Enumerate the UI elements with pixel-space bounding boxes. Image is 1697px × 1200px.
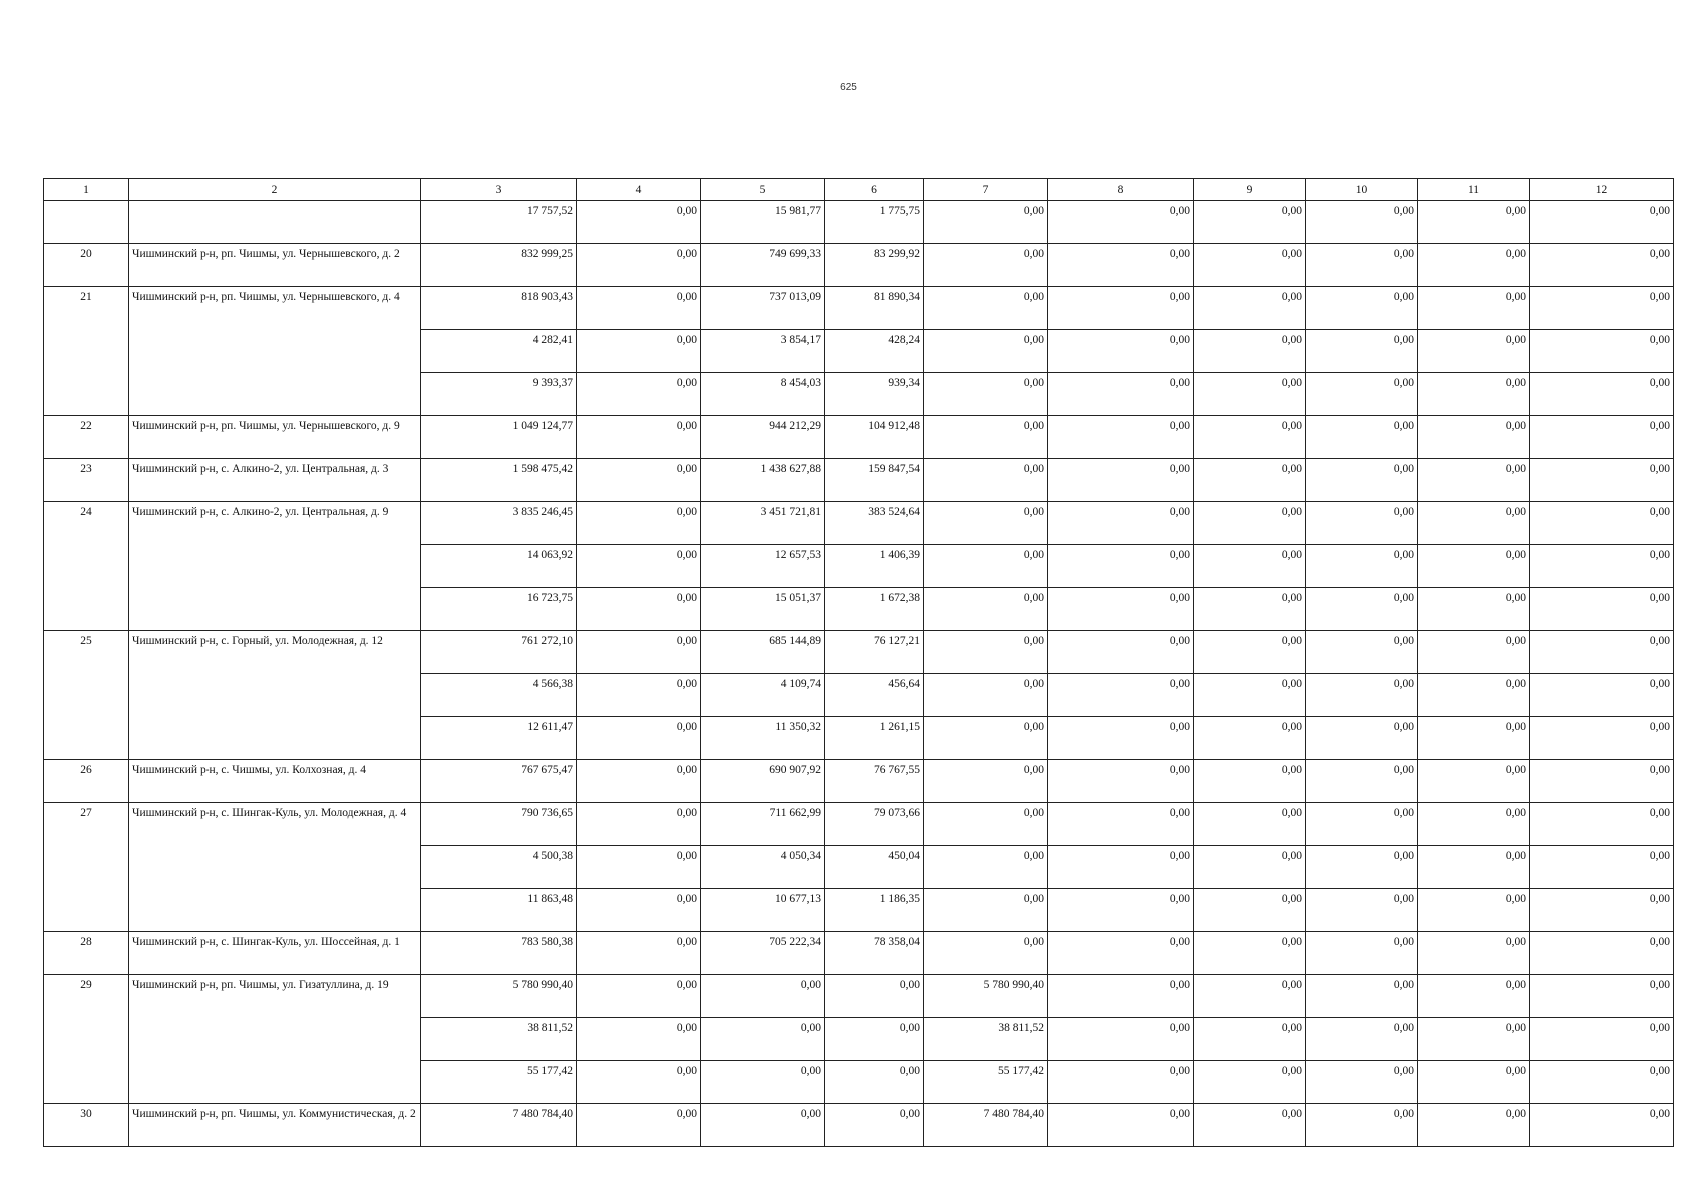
amount-cell-col-4: 0,00	[577, 975, 701, 1018]
amount-cell-col-9: 0,00	[1194, 975, 1306, 1018]
amount-cell-col-5: 8 454,03	[701, 373, 825, 416]
amount-cell-col-11: 0,00	[1418, 803, 1530, 846]
header-row	[44, 179, 1674, 201]
amount-cell-col-6: 0,00	[825, 1061, 924, 1104]
amount-cell-col-5: 0,00	[701, 1061, 825, 1104]
amount-cell-col-7: 0,00	[924, 760, 1048, 803]
amount-cell-col-11: 0,00	[1418, 330, 1530, 373]
amount-cell-col-7: 0,00	[924, 201, 1048, 244]
amount-cell-col-8: 0,00	[1048, 975, 1194, 1018]
table-row	[44, 631, 1674, 674]
column-header: 9	[1194, 179, 1306, 201]
amount-cell-col-7: 0,00	[924, 416, 1048, 459]
amount-cell-col-7: 0,00	[924, 459, 1048, 502]
amount-cell-col-5: 1 438 627,88	[701, 459, 825, 502]
amount-cell-col-10: 0,00	[1306, 502, 1418, 545]
amount-cell-col-11: 0,00	[1418, 1018, 1530, 1061]
amount-cell-col-9: 0,00	[1194, 846, 1306, 889]
amount-cell-col-8: 0,00	[1048, 201, 1194, 244]
address-cell: Чишминский р-н, рп. Чишмы, ул. Гизатуллина, д. 19	[129, 975, 421, 1104]
amount-cell-col-7: 5 780 990,40	[924, 975, 1048, 1018]
amount-cell-col-7: 0,00	[924, 674, 1048, 717]
amount-cell-col-9: 0,00	[1194, 416, 1306, 459]
amount-cell-col-5: 4 109,74	[701, 674, 825, 717]
row-number-cell: 28	[44, 932, 129, 975]
amount-cell-col-5: 12 657,53	[701, 545, 825, 588]
amount-cell-col-5: 690 907,92	[701, 760, 825, 803]
amount-cell-col-6: 1 186,35	[825, 889, 924, 932]
amount-cell-col-9: 0,00	[1194, 631, 1306, 674]
amount-cell-col-9: 0,00	[1194, 201, 1306, 244]
amount-cell-col-3: 761 272,10	[421, 631, 577, 674]
amount-cell-col-10: 0,00	[1306, 1018, 1418, 1061]
amount-cell-col-5: 0,00	[701, 975, 825, 1018]
amount-cell-col-3: 818 903,43	[421, 287, 577, 330]
table-row	[44, 975, 1674, 1018]
amount-cell-col-12: 0,00	[1530, 588, 1674, 631]
amount-cell-col-4: 0,00	[577, 717, 701, 760]
amount-cell-col-7: 0,00	[924, 330, 1048, 373]
amount-cell-col-6: 79 073,66	[825, 803, 924, 846]
amount-cell-col-3: 783 580,38	[421, 932, 577, 975]
amount-cell-col-6: 1 672,38	[825, 588, 924, 631]
amount-cell-col-12: 0,00	[1530, 1018, 1674, 1061]
amount-cell-col-7: 55 177,42	[924, 1061, 1048, 1104]
amount-cell-col-11: 0,00	[1418, 674, 1530, 717]
amount-cell-col-4: 0,00	[577, 287, 701, 330]
amount-cell-col-12: 0,00	[1530, 846, 1674, 889]
address-cell: Чишминский р-н, с. Шингак-Куль, ул. Молодежная, д. 4	[129, 803, 421, 932]
amount-cell-col-3: 7 480 784,40	[421, 1104, 577, 1147]
amount-cell-col-5: 737 013,09	[701, 287, 825, 330]
amount-cell-col-12: 0,00	[1530, 1061, 1674, 1104]
amount-cell-col-10: 0,00	[1306, 975, 1418, 1018]
amount-cell-col-9: 0,00	[1194, 1018, 1306, 1061]
table-row	[44, 416, 1674, 459]
amount-cell-col-6: 456,64	[825, 674, 924, 717]
amount-cell-col-5: 711 662,99	[701, 803, 825, 846]
amount-cell-col-9: 0,00	[1194, 330, 1306, 373]
amount-cell-col-12: 0,00	[1530, 459, 1674, 502]
amount-cell-col-12: 0,00	[1530, 932, 1674, 975]
amount-cell-col-10: 0,00	[1306, 244, 1418, 287]
row-number-cell: 20	[44, 244, 129, 287]
row-number-cell: 25	[44, 631, 129, 760]
column-header: 11	[1418, 179, 1530, 201]
amount-cell-col-8: 0,00	[1048, 416, 1194, 459]
amount-cell-col-7: 0,00	[924, 932, 1048, 975]
amount-cell-col-4: 0,00	[577, 1104, 701, 1147]
amount-cell-col-9: 0,00	[1194, 1104, 1306, 1147]
amount-cell-col-3: 38 811,52	[421, 1018, 577, 1061]
address-cell	[129, 201, 421, 244]
amount-cell-col-12: 0,00	[1530, 631, 1674, 674]
amount-cell-col-12: 0,00	[1530, 244, 1674, 287]
amount-cell-col-11: 0,00	[1418, 373, 1530, 416]
amount-cell-col-5: 0,00	[701, 1018, 825, 1061]
amount-cell-col-11: 0,00	[1418, 846, 1530, 889]
amount-cell-col-9: 0,00	[1194, 717, 1306, 760]
amount-cell-col-9: 0,00	[1194, 803, 1306, 846]
row-number-cell: 22	[44, 416, 129, 459]
amount-cell-col-4: 0,00	[577, 1061, 701, 1104]
amount-cell-col-6: 450,04	[825, 846, 924, 889]
amount-cell-col-7: 0,00	[924, 373, 1048, 416]
amount-cell-col-11: 0,00	[1418, 889, 1530, 932]
address-cell: Чишминский р-н, с. Чишмы, ул. Колхозная, д. 4	[129, 760, 421, 803]
amount-cell-col-5: 15 981,77	[701, 201, 825, 244]
amount-cell-col-8: 0,00	[1048, 932, 1194, 975]
amount-cell-col-4: 0,00	[577, 330, 701, 373]
amount-cell-col-9: 0,00	[1194, 889, 1306, 932]
amount-cell-col-7: 0,00	[924, 545, 1048, 588]
row-number-cell: 30	[44, 1104, 129, 1147]
amount-cell-col-7: 38 811,52	[924, 1018, 1048, 1061]
amount-cell-col-5: 3 451 721,81	[701, 502, 825, 545]
amount-cell-col-8: 0,00	[1048, 674, 1194, 717]
amount-cell-col-3: 3 835 246,45	[421, 502, 577, 545]
amount-cell-col-11: 0,00	[1418, 545, 1530, 588]
amount-cell-col-11: 0,00	[1418, 287, 1530, 330]
amount-cell-col-3: 14 063,92	[421, 545, 577, 588]
amount-cell-col-12: 0,00	[1530, 674, 1674, 717]
amount-cell-col-8: 0,00	[1048, 1018, 1194, 1061]
amount-cell-col-11: 0,00	[1418, 244, 1530, 287]
amount-cell-col-6: 76 767,55	[825, 760, 924, 803]
table-row	[44, 502, 1674, 545]
amount-cell-col-4: 0,00	[577, 631, 701, 674]
address-cell: Чишминский р-н, рп. Чишмы, ул. Чернышевского, д. 9	[129, 416, 421, 459]
amount-cell-col-3: 1 598 475,42	[421, 459, 577, 502]
amount-cell-col-10: 0,00	[1306, 803, 1418, 846]
page-number: 625	[840, 82, 857, 93]
amount-cell-col-9: 0,00	[1194, 244, 1306, 287]
amount-cell-col-4: 0,00	[577, 373, 701, 416]
amount-cell-col-8: 0,00	[1048, 631, 1194, 674]
column-header: 6	[825, 179, 924, 201]
amount-cell-col-8: 0,00	[1048, 760, 1194, 803]
column-header: 10	[1306, 179, 1418, 201]
amount-cell-col-3: 4 500,38	[421, 846, 577, 889]
amount-cell-col-8: 0,00	[1048, 330, 1194, 373]
amount-cell-col-4: 0,00	[577, 1018, 701, 1061]
address-cell: Чишминский р-н, рп. Чишмы, ул. Чернышевского, д. 2	[129, 244, 421, 287]
amount-cell-col-5: 10 677,13	[701, 889, 825, 932]
amount-cell-col-4: 0,00	[577, 932, 701, 975]
amount-cell-col-8: 0,00	[1048, 889, 1194, 932]
column-header: 2	[129, 179, 421, 201]
table-row	[44, 803, 1674, 846]
amount-cell-col-4: 0,00	[577, 846, 701, 889]
amount-cell-col-4: 0,00	[577, 502, 701, 545]
amount-cell-col-9: 0,00	[1194, 1061, 1306, 1104]
amount-cell-col-7: 0,00	[924, 803, 1048, 846]
amount-cell-col-8: 0,00	[1048, 545, 1194, 588]
amount-cell-col-11: 0,00	[1418, 588, 1530, 631]
table-row	[44, 932, 1674, 975]
amount-cell-col-4: 0,00	[577, 545, 701, 588]
address-cell: Чишминский р-н, с. Алкино-2, ул. Центральная, д. 9	[129, 502, 421, 631]
column-header: 3	[421, 179, 577, 201]
table-body	[44, 201, 1674, 1147]
amount-cell-col-3: 832 999,25	[421, 244, 577, 287]
amount-cell-col-10: 0,00	[1306, 717, 1418, 760]
amount-cell-col-6: 1 261,15	[825, 717, 924, 760]
amount-cell-col-10: 0,00	[1306, 674, 1418, 717]
amount-cell-col-10: 0,00	[1306, 373, 1418, 416]
amount-cell-col-3: 16 723,75	[421, 588, 577, 631]
row-number-cell: 26	[44, 760, 129, 803]
amount-cell-col-12: 0,00	[1530, 760, 1674, 803]
amount-cell-col-10: 0,00	[1306, 416, 1418, 459]
address-cell: Чишминский р-н, рп. Чишмы, ул. Чернышевского, д. 4	[129, 287, 421, 416]
amount-cell-col-10: 0,00	[1306, 760, 1418, 803]
amount-cell-col-8: 0,00	[1048, 717, 1194, 760]
amount-cell-col-3: 767 675,47	[421, 760, 577, 803]
amount-cell-col-10: 0,00	[1306, 330, 1418, 373]
amount-cell-col-3: 55 177,42	[421, 1061, 577, 1104]
amount-cell-col-12: 0,00	[1530, 975, 1674, 1018]
amount-cell-col-10: 0,00	[1306, 889, 1418, 932]
table-row	[44, 201, 1674, 244]
row-number-cell: 24	[44, 502, 129, 631]
amount-cell-col-5: 685 144,89	[701, 631, 825, 674]
amount-cell-col-6: 1 406,39	[825, 545, 924, 588]
amount-cell-col-5: 3 854,17	[701, 330, 825, 373]
amount-cell-col-12: 0,00	[1530, 416, 1674, 459]
amount-cell-col-7: 0,00	[924, 244, 1048, 287]
amount-cell-col-6: 0,00	[825, 1018, 924, 1061]
amount-cell-col-3: 4 282,41	[421, 330, 577, 373]
amount-cell-col-11: 0,00	[1418, 975, 1530, 1018]
amount-cell-col-6: 78 358,04	[825, 932, 924, 975]
amount-cell-col-9: 0,00	[1194, 588, 1306, 631]
amount-cell-col-11: 0,00	[1418, 459, 1530, 502]
amount-cell-col-11: 0,00	[1418, 717, 1530, 760]
row-number-cell: 29	[44, 975, 129, 1104]
amount-cell-col-6: 0,00	[825, 975, 924, 1018]
amount-cell-col-3: 9 393,37	[421, 373, 577, 416]
amount-cell-col-5: 15 051,37	[701, 588, 825, 631]
amount-cell-col-10: 0,00	[1306, 846, 1418, 889]
amount-cell-col-12: 0,00	[1530, 889, 1674, 932]
amount-cell-col-12: 0,00	[1530, 803, 1674, 846]
amount-cell-col-10: 0,00	[1306, 932, 1418, 975]
amount-cell-col-8: 0,00	[1048, 287, 1194, 330]
amount-cell-col-5: 4 050,34	[701, 846, 825, 889]
amount-cell-col-3: 4 566,38	[421, 674, 577, 717]
address-cell: Чишминский р-н, с. Горный, ул. Молодежная, д. 12	[129, 631, 421, 760]
amount-cell-col-9: 0,00	[1194, 932, 1306, 975]
row-number-cell: 23	[44, 459, 129, 502]
amount-cell-col-6: 383 524,64	[825, 502, 924, 545]
amount-cell-col-6: 939,34	[825, 373, 924, 416]
table-row	[44, 459, 1674, 502]
address-cell: Чишминский р-н, с. Алкино-2, ул. Центральная, д. 3	[129, 459, 421, 502]
amount-cell-col-6: 104 912,48	[825, 416, 924, 459]
amount-cell-col-9: 0,00	[1194, 373, 1306, 416]
amount-cell-col-9: 0,00	[1194, 545, 1306, 588]
amount-cell-col-11: 0,00	[1418, 201, 1530, 244]
amount-cell-col-11: 0,00	[1418, 1061, 1530, 1104]
column-header: 12	[1530, 179, 1674, 201]
amount-cell-col-10: 0,00	[1306, 201, 1418, 244]
row-number-cell	[44, 201, 129, 244]
amount-cell-col-10: 0,00	[1306, 1104, 1418, 1147]
column-header: 4	[577, 179, 701, 201]
amount-cell-col-5: 705 222,34	[701, 932, 825, 975]
amount-cell-col-10: 0,00	[1306, 631, 1418, 674]
amount-cell-col-4: 0,00	[577, 889, 701, 932]
amount-cell-col-8: 0,00	[1048, 588, 1194, 631]
address-cell: Чишминский р-н, рп. Чишмы, ул. Коммунистическая, д. 2	[129, 1104, 421, 1147]
amount-cell-col-5: 749 699,33	[701, 244, 825, 287]
amount-cell-col-11: 0,00	[1418, 631, 1530, 674]
amount-cell-col-7: 0,00	[924, 631, 1048, 674]
amount-cell-col-8: 0,00	[1048, 846, 1194, 889]
amount-cell-col-12: 0,00	[1530, 1104, 1674, 1147]
amount-cell-col-7: 0,00	[924, 588, 1048, 631]
amount-cell-col-8: 0,00	[1048, 1061, 1194, 1104]
amount-cell-col-3: 11 863,48	[421, 889, 577, 932]
amount-cell-col-6: 428,24	[825, 330, 924, 373]
amount-cell-col-11: 0,00	[1418, 1104, 1530, 1147]
amount-cell-col-4: 0,00	[577, 588, 701, 631]
table-row	[44, 287, 1674, 330]
amount-cell-col-4: 0,00	[577, 803, 701, 846]
amount-cell-col-12: 0,00	[1530, 287, 1674, 330]
amount-cell-col-6: 0,00	[825, 1104, 924, 1147]
amount-cell-col-9: 0,00	[1194, 459, 1306, 502]
amount-cell-col-4: 0,00	[577, 760, 701, 803]
amount-cell-col-6: 83 299,92	[825, 244, 924, 287]
row-number-cell: 27	[44, 803, 129, 932]
amount-cell-col-11: 0,00	[1418, 502, 1530, 545]
amount-cell-col-3: 1 049 124,77	[421, 416, 577, 459]
amount-cell-col-7: 0,00	[924, 889, 1048, 932]
amount-cell-col-4: 0,00	[577, 674, 701, 717]
amount-cell-col-3: 790 736,65	[421, 803, 577, 846]
amount-cell-col-11: 0,00	[1418, 932, 1530, 975]
column-header: 5	[701, 179, 825, 201]
column-header: 1	[44, 179, 129, 201]
amount-cell-col-5: 11 350,32	[701, 717, 825, 760]
amount-cell-col-8: 0,00	[1048, 1104, 1194, 1147]
amount-cell-col-7: 0,00	[924, 717, 1048, 760]
amount-cell-col-12: 0,00	[1530, 330, 1674, 373]
amount-cell-col-11: 0,00	[1418, 760, 1530, 803]
amount-cell-col-9: 0,00	[1194, 287, 1306, 330]
amount-cell-col-4: 0,00	[577, 459, 701, 502]
amount-cell-col-5: 944 212,29	[701, 416, 825, 459]
column-header: 7	[924, 179, 1048, 201]
amount-cell-col-10: 0,00	[1306, 588, 1418, 631]
amount-cell-col-10: 0,00	[1306, 459, 1418, 502]
amount-cell-col-7: 0,00	[924, 287, 1048, 330]
amount-cell-col-6: 76 127,21	[825, 631, 924, 674]
amount-cell-col-6: 1 775,75	[825, 201, 924, 244]
amount-cell-col-8: 0,00	[1048, 373, 1194, 416]
amount-cell-col-12: 0,00	[1530, 373, 1674, 416]
amount-cell-col-8: 0,00	[1048, 803, 1194, 846]
amount-cell-col-9: 0,00	[1194, 502, 1306, 545]
amount-cell-col-9: 0,00	[1194, 760, 1306, 803]
amount-cell-col-6: 159 847,54	[825, 459, 924, 502]
amount-cell-col-8: 0,00	[1048, 502, 1194, 545]
amount-cell-col-7: 7 480 784,40	[924, 1104, 1048, 1147]
amount-cell-col-9: 0,00	[1194, 674, 1306, 717]
amount-cell-col-5: 0,00	[701, 1104, 825, 1147]
amount-cell-col-11: 0,00	[1418, 416, 1530, 459]
amount-cell-col-10: 0,00	[1306, 545, 1418, 588]
amount-cell-col-12: 0,00	[1530, 717, 1674, 760]
amount-cell-col-7: 0,00	[924, 502, 1048, 545]
column-header: 8	[1048, 179, 1194, 201]
registry-table	[43, 178, 1674, 1147]
amount-cell-col-7: 0,00	[924, 846, 1048, 889]
amount-cell-col-8: 0,00	[1048, 459, 1194, 502]
table-row	[44, 1104, 1674, 1147]
amount-cell-col-6: 81 890,34	[825, 287, 924, 330]
amount-cell-col-4: 0,00	[577, 201, 701, 244]
amount-cell-col-4: 0,00	[577, 416, 701, 459]
amount-cell-col-3: 12 611,47	[421, 717, 577, 760]
amount-cell-col-12: 0,00	[1530, 201, 1674, 244]
table-row	[44, 244, 1674, 287]
amount-cell-col-3: 5 780 990,40	[421, 975, 577, 1018]
amount-cell-col-3: 17 757,52	[421, 201, 577, 244]
table-row	[44, 760, 1674, 803]
amount-cell-col-12: 0,00	[1530, 502, 1674, 545]
address-cell: Чишминский р-н, с. Шингак-Куль, ул. Шоссейная, д. 1	[129, 932, 421, 975]
amount-cell-col-4: 0,00	[577, 244, 701, 287]
amount-cell-col-8: 0,00	[1048, 244, 1194, 287]
row-number-cell: 21	[44, 287, 129, 416]
amount-cell-col-12: 0,00	[1530, 545, 1674, 588]
amount-cell-col-10: 0,00	[1306, 287, 1418, 330]
amount-cell-col-10: 0,00	[1306, 1061, 1418, 1104]
